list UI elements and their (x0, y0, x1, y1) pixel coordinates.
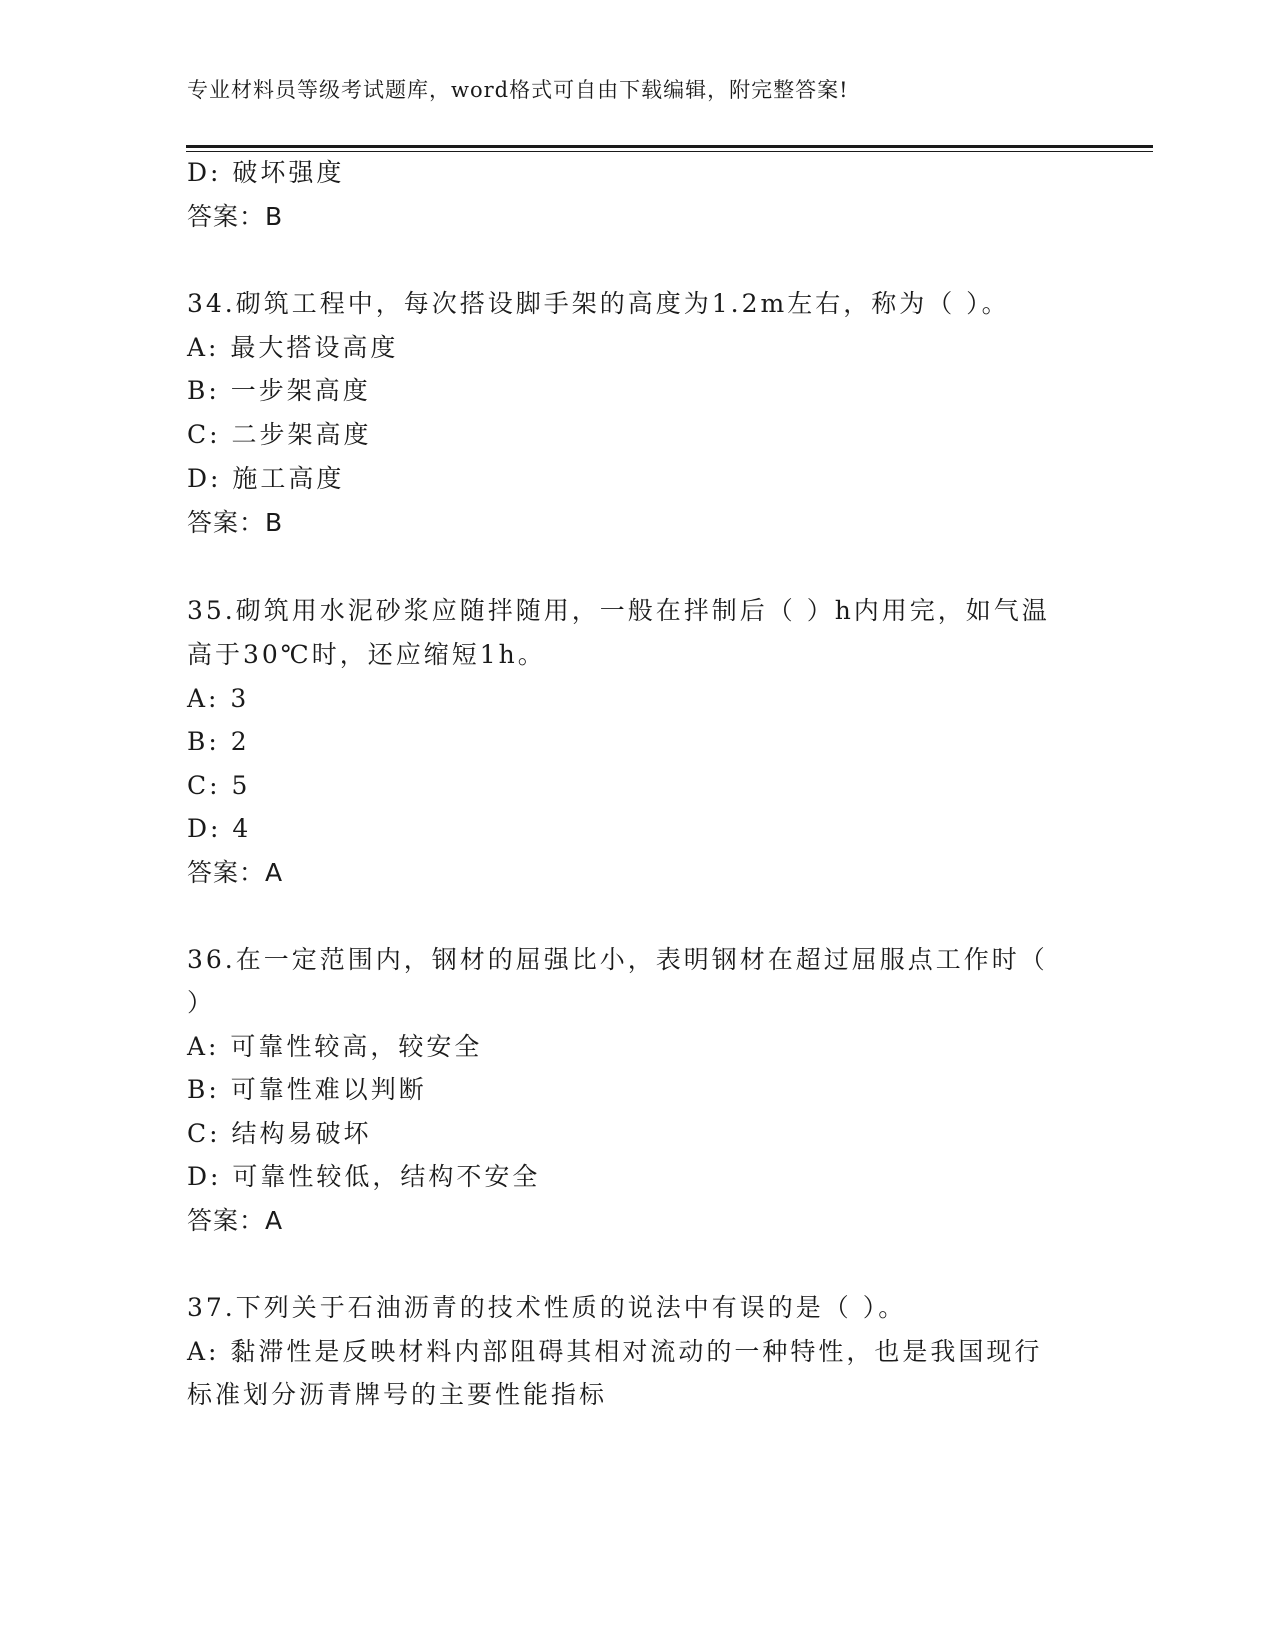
q36-stem-line1: 36.在一定范围内，钢材的屈强比小，表明钢材在超过屈服点工作时（ (187, 945, 1048, 974)
q34-stem: 34.砌筑工程中，每次搭设脚手架的高度为1.2m左右，称为（ ）。 (187, 289, 1010, 318)
q34-option-d: D: 施工高度 (187, 464, 345, 493)
prev-option-d: D: 破坏强度 (187, 158, 345, 187)
q35-stem-line2: 高于30℃时，还应缩短1h。 (187, 640, 546, 669)
q36-option-c: C: 结构易破坏 (187, 1119, 372, 1148)
prev-answer: 答案：B (187, 202, 284, 231)
q36-option-a: A: 可靠性较高，较安全 (187, 1032, 483, 1061)
q35-option-d: D: 4 (187, 814, 252, 843)
header-rule-thin (186, 151, 1153, 152)
q37-stem: 37.下列关于石油沥青的技术性质的说法中有误的是（ ）。 (187, 1293, 907, 1322)
q36-option-b: B: 可靠性难以判断 (187, 1075, 427, 1104)
q37-option-a-line2: 标准划分沥青牌号的主要性能指标 (187, 1380, 608, 1409)
q37-option-a-line1: A: 黏滞性是反映材料内部阻碍其相对流动的一种特性，也是我国现行 (187, 1337, 1043, 1366)
q35-option-a: A: 3 (187, 684, 250, 713)
q35-answer: 答案：A (187, 858, 284, 887)
page-header: 专业材料员等级考试题库，word格式可自由下载编辑，附完整答案! (187, 78, 849, 102)
q36-answer: 答案：A (187, 1206, 284, 1235)
header-rule-thick (186, 145, 1153, 148)
q34-option-c: C: 二步架高度 (187, 420, 372, 449)
q35-stem-line1: 35.砌筑用水泥砂浆应随拌随用，一般在拌制后（ ）h内用完，如气温 (187, 596, 1050, 625)
q35-option-b: B: 2 (187, 727, 250, 756)
q35-option-c: C: 5 (187, 771, 251, 800)
q34-answer: 答案：B (187, 508, 284, 537)
q34-option-b: B: 一步架高度 (187, 376, 371, 405)
q36-option-d: D: 可靠性较低，结构不安全 (187, 1162, 541, 1191)
q36-stem-line2: ） (187, 988, 216, 1017)
q34-option-a: A: 最大搭设高度 (187, 333, 399, 362)
